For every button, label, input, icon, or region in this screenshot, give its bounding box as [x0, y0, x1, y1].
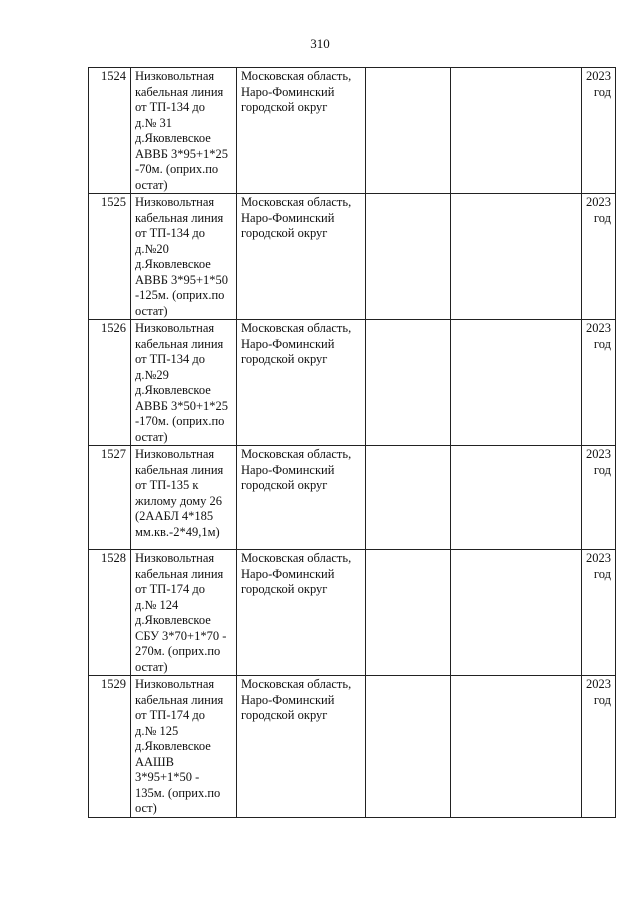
address-line: Наро-Фоминский	[241, 210, 335, 225]
address-line: Наро-Фоминский	[241, 336, 335, 351]
address-line: Наро-Фоминский	[241, 692, 335, 707]
empty-cell	[366, 550, 451, 676]
address-line: городской округ	[241, 100, 328, 114]
object-name-line: д.Яковлевское	[135, 739, 211, 753]
empty-cell	[366, 68, 451, 194]
year-line: 2023	[586, 551, 611, 565]
empty-cell	[366, 320, 451, 446]
object-name-line: жилому дому 26	[135, 493, 223, 508]
object-name-line: кабельная линия	[135, 336, 224, 351]
object-name-line: кабельная линия	[135, 692, 224, 707]
empty-cell	[451, 320, 582, 446]
table-row	[89, 194, 616, 320]
object-name-cell	[131, 68, 237, 194]
year-cell	[582, 550, 616, 676]
year-line: год	[593, 692, 611, 707]
object-name-line: д.Яковлевское	[135, 257, 211, 271]
object-name-line: АВВБ 3*50+1*25	[135, 398, 229, 413]
object-name-line: от ТП-134 до	[135, 100, 205, 114]
object-name-line: кабельная линия	[135, 462, 224, 477]
year-cell	[582, 320, 616, 446]
year-line: год	[593, 566, 611, 581]
object-name-line: Низковольтная	[135, 195, 215, 209]
table-row	[89, 68, 616, 194]
empty-cell	[366, 676, 451, 818]
year-cell	[582, 194, 616, 320]
year-line: год	[593, 462, 611, 477]
year-line: 2023	[586, 69, 611, 83]
empty-cell	[451, 550, 582, 676]
object-name-line: 270м. (оприх.по	[135, 644, 221, 658]
year-line: 2023	[586, 195, 611, 209]
year-cell	[582, 676, 616, 818]
object-name-line: д.№ 124	[135, 597, 179, 612]
address-line: Московская область,	[241, 69, 352, 83]
address-line: Наро-Фоминский	[241, 462, 335, 477]
object-name-line: остат)	[135, 177, 168, 192]
year-line: год	[593, 336, 611, 351]
address-cell	[237, 68, 366, 194]
object-name-line: д.№20	[135, 241, 169, 256]
object-name-line: Низковольтная	[135, 447, 215, 461]
table-row	[89, 676, 616, 818]
object-name-line: остат)	[135, 429, 168, 444]
object-name-line: -125м. (оприх.по	[135, 288, 225, 302]
object-name-line: -170м. (оприх.по	[135, 414, 225, 428]
address-line: городской округ	[241, 478, 328, 492]
year-cell	[582, 446, 616, 550]
object-name-line: от ТП-135 к	[135, 478, 199, 492]
object-name-line: кабельная линия	[135, 210, 224, 225]
object-name-line: д.№29	[135, 367, 169, 382]
object-name-line: д.Яковлевское	[135, 383, 211, 397]
object-name-line: СБУ 3*70+1*70 -	[135, 628, 227, 643]
address-line: Московская область,	[241, 321, 352, 335]
object-name-line: Низковольтная	[135, 321, 215, 335]
object-name-line: Низковольтная	[135, 551, 215, 565]
row-number-cell	[89, 320, 131, 446]
object-name-line: 135м. (оприх.по	[135, 785, 221, 800]
object-name-line: ААШВ	[135, 754, 175, 769]
address-cell	[237, 320, 366, 446]
row-number-cell	[89, 194, 131, 320]
empty-cell	[366, 194, 451, 320]
object-name-line: д.№ 125	[135, 723, 179, 738]
address-line: городской округ	[241, 708, 328, 722]
empty-cell	[451, 676, 582, 818]
address-line: городской округ	[241, 226, 328, 240]
year-line: 2023	[586, 677, 611, 691]
address-line: Московская область,	[241, 447, 352, 461]
object-name-cell	[131, 320, 237, 446]
object-name-line: от ТП-134 до	[135, 226, 205, 240]
row-number: 1526	[101, 321, 126, 335]
empty-cell	[451, 446, 582, 550]
table-row	[89, 550, 616, 676]
row-number: 1525	[101, 195, 126, 209]
row-number-cell	[89, 446, 131, 550]
object-name-line: от ТП-134 до	[135, 352, 205, 366]
object-name-cell	[131, 446, 237, 550]
object-name-line: АВВБ 3*95+1*25	[135, 146, 229, 161]
year-line: год	[593, 84, 611, 99]
table-row	[89, 320, 616, 446]
address-line: Наро-Фоминский	[241, 566, 335, 581]
empty-cell	[451, 194, 582, 320]
table-row	[89, 446, 616, 550]
row-number: 1529	[101, 677, 126, 691]
object-name-line: ост)	[135, 801, 157, 815]
row-number: 1528	[101, 551, 126, 565]
object-name-line: Низковольтная	[135, 677, 215, 691]
address-cell	[237, 446, 366, 550]
object-name-line: д.№ 31	[135, 115, 173, 130]
address-cell	[237, 194, 366, 320]
object-name-line: 3*95+1*50 -	[135, 770, 200, 784]
object-name-cell	[131, 676, 237, 818]
object-name-cell	[131, 550, 237, 676]
object-name-line: от ТП-174 до	[135, 582, 205, 596]
object-name-line: -70м. (оприх.по	[135, 162, 219, 176]
object-name-line: (2ААБЛ 4*185	[135, 509, 214, 523]
registry-table	[88, 67, 616, 818]
address-cell	[237, 550, 366, 676]
address-cell	[237, 676, 366, 818]
object-name-line: Низковольтная	[135, 69, 215, 83]
row-number-cell	[89, 550, 131, 676]
object-name-line: кабельная линия	[135, 84, 224, 99]
row-number: 1524	[101, 69, 126, 83]
year-line: 2023	[586, 321, 611, 335]
year-cell	[582, 68, 616, 194]
address-line: Московская область,	[241, 195, 352, 209]
address-line: Московская область,	[241, 551, 352, 565]
object-name-line: мм.кв.-2*49,1м)	[135, 524, 220, 539]
object-name-line: АВВБ 3*95+1*50	[135, 272, 229, 287]
object-name-cell	[131, 194, 237, 320]
row-number-cell	[89, 676, 131, 818]
row-number-cell	[89, 68, 131, 194]
address-line: Наро-Фоминский	[241, 84, 335, 99]
object-name-line: д.Яковлевское	[135, 613, 211, 627]
address-line: городской округ	[241, 352, 328, 366]
address-line: городской округ	[241, 582, 328, 596]
page-number: 310	[310, 36, 330, 51]
object-name-line: кабельная линия	[135, 566, 224, 581]
year-line: год	[593, 210, 611, 225]
row-number: 1527	[101, 447, 126, 461]
object-name-line: д.Яковлевское	[135, 131, 211, 145]
object-name-line: остат)	[135, 303, 168, 318]
empty-cell	[366, 446, 451, 550]
empty-cell	[451, 68, 582, 194]
registry-body	[89, 68, 616, 818]
address-line: Московская область,	[241, 677, 352, 691]
object-name-line: от ТП-174 до	[135, 708, 205, 722]
object-name-line: остат)	[135, 659, 168, 674]
year-line: 2023	[586, 447, 611, 461]
